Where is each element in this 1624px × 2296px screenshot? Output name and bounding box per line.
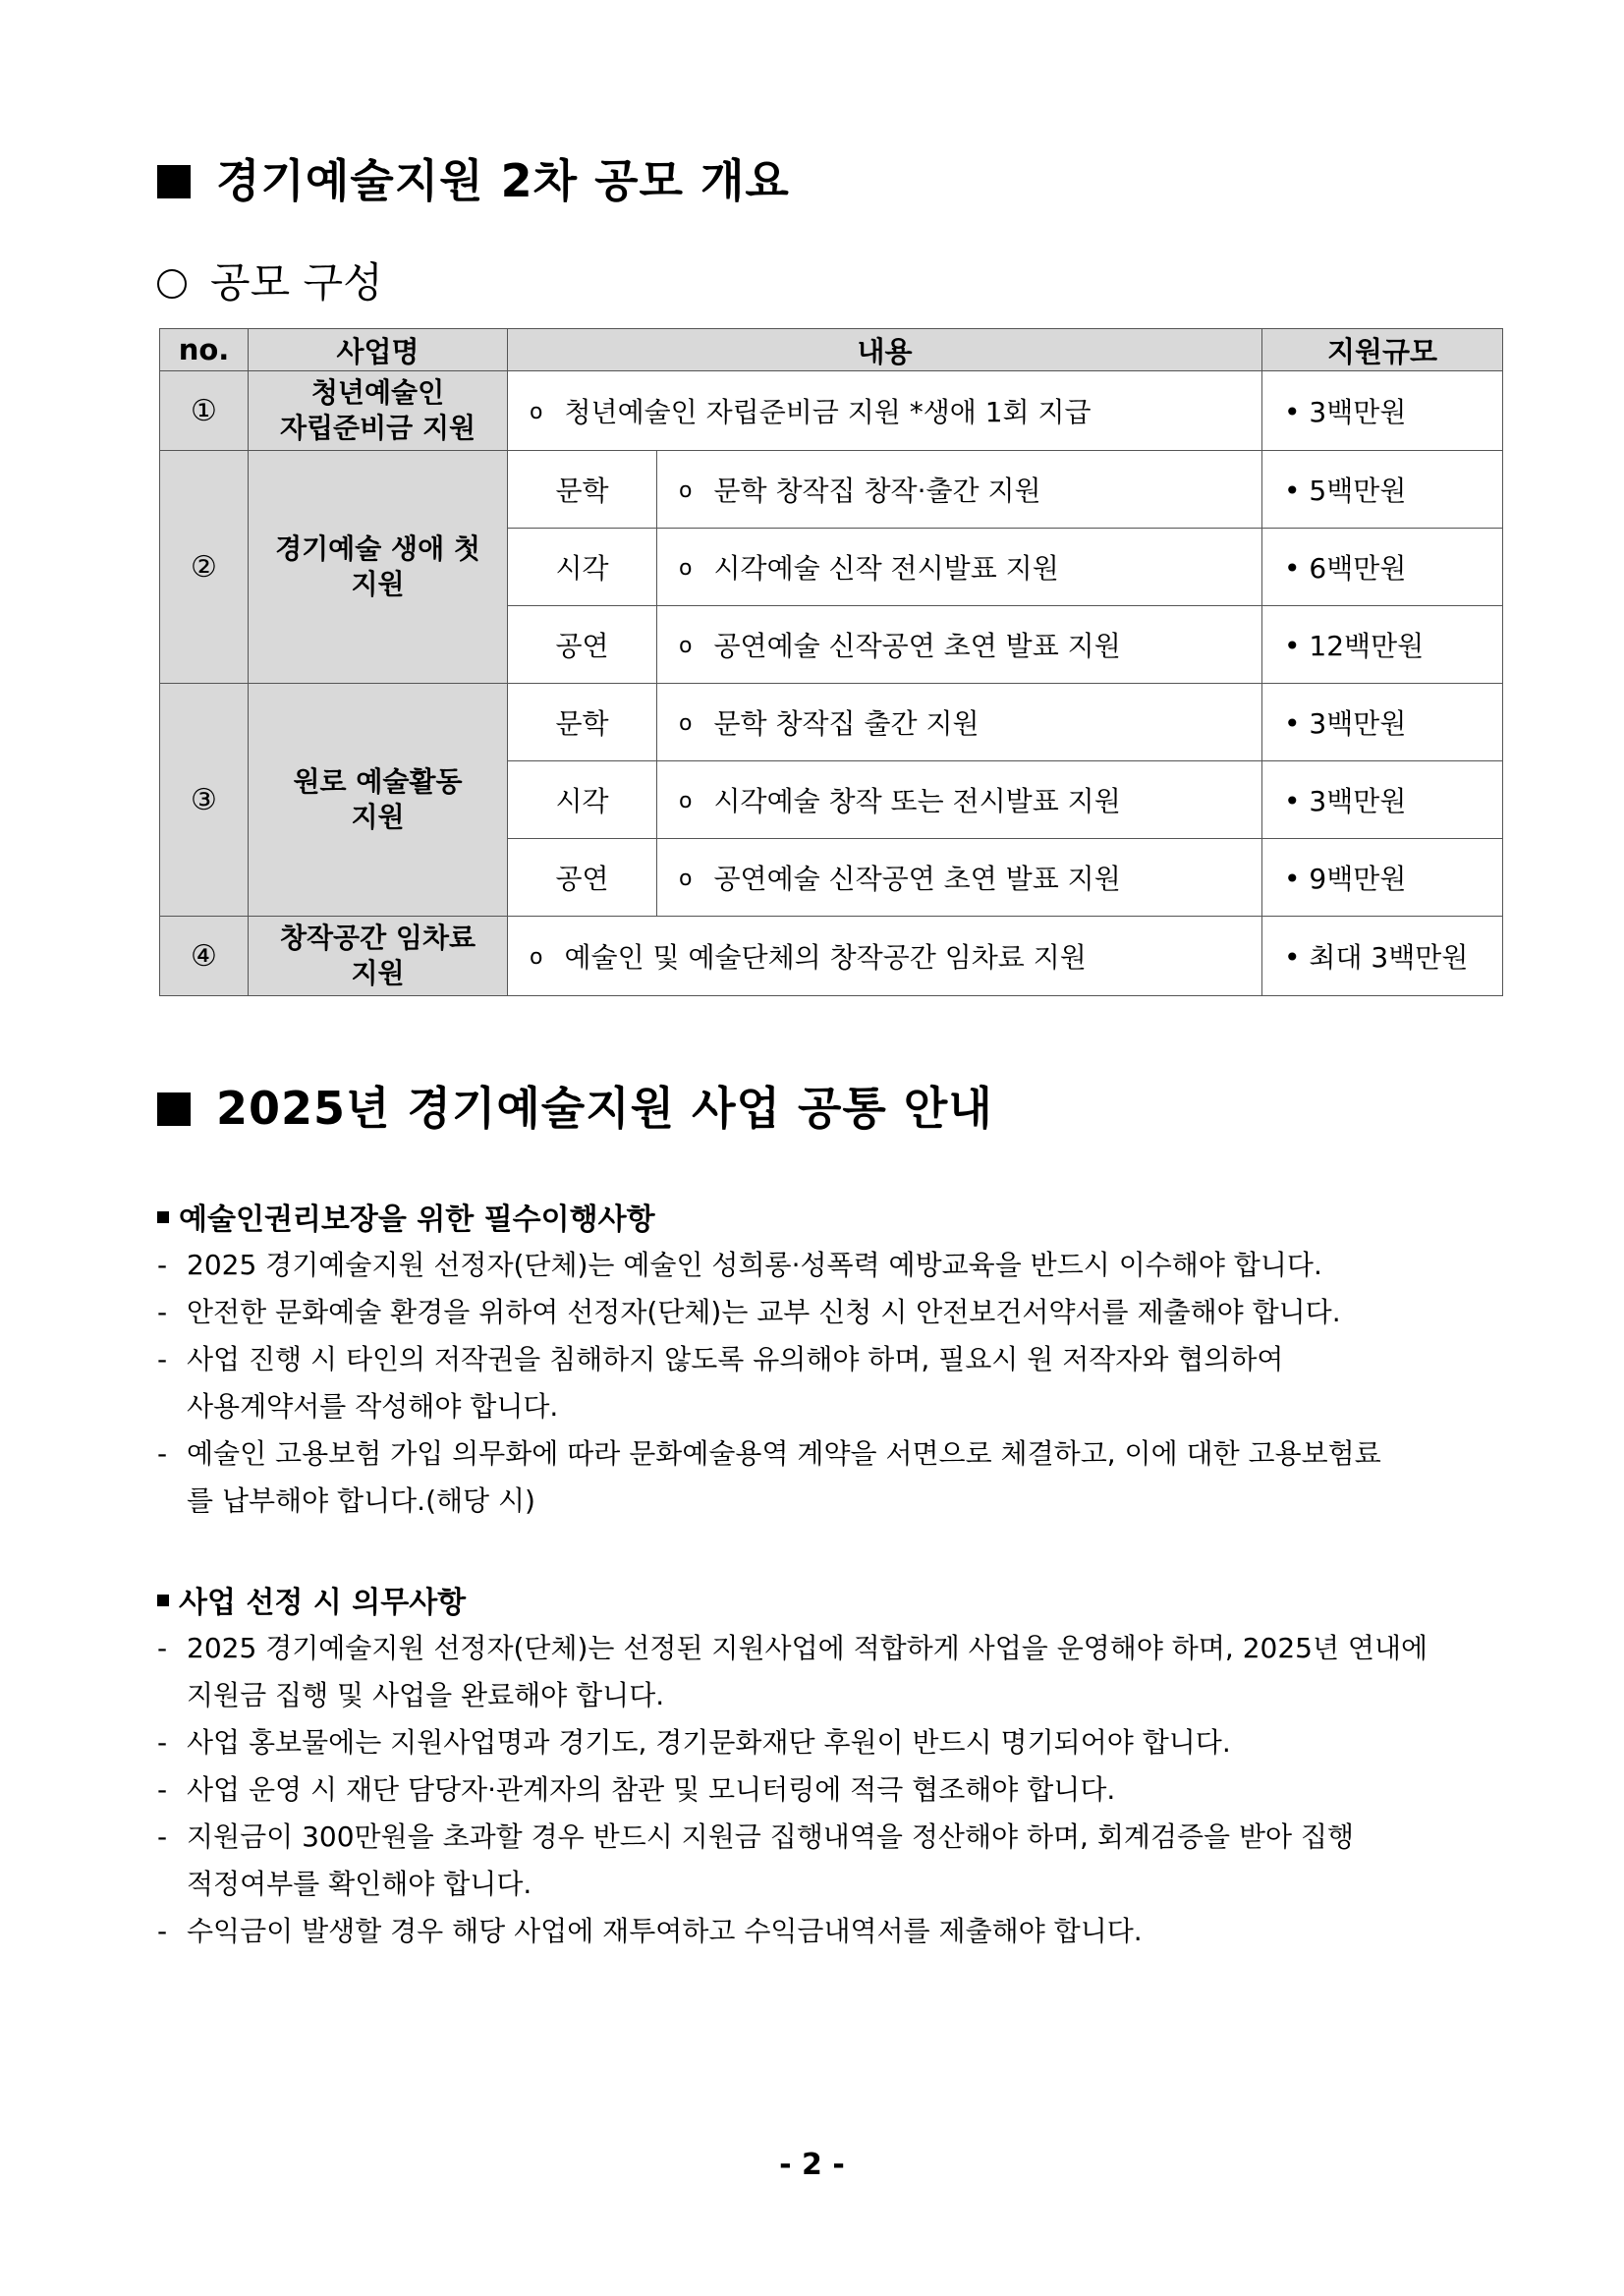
table-header-row [160, 329, 1503, 371]
category-cell: 문학 [508, 451, 657, 529]
support-amount: • 3백만원 [1262, 684, 1503, 761]
bullet-icon: o [530, 945, 543, 970]
program-description: o 청년예술인 자립준비금 지원 *생애 1회 지급 [508, 371, 1262, 451]
row-number: ③ [160, 684, 249, 917]
list-item-continuation: 사용계약서를 작성해야 합니다. [187, 1390, 559, 1423]
list-item-continuation: 적정여부를 확인해야 합니다. [187, 1868, 532, 1900]
program-description: o 공연예술 신작공연 초연 발표 지원 [657, 606, 1262, 684]
list-item: - 사업 운영 시 재단 담당자·관계자의 참관 및 모니터링에 적극 협조해야 합니다. [157, 1773, 1116, 1806]
rights-list [157, 1242, 1523, 1525]
bullet-icon: o [679, 478, 693, 503]
program-name: 청년예술인 자립준비금 지원 [249, 371, 508, 451]
section-heading-overview: 경기예술지원 2차 공모 개요 [157, 145, 790, 210]
black-square-icon [157, 165, 191, 198]
row-number: ④ [160, 917, 249, 996]
support-amount: • 최대 3백만원 [1262, 917, 1503, 996]
list-item: - 예술인 고용보험 가입 의무화에 따라 문화예술용역 계약을 서면으로 체결하고, 이에 대한 고용보험료 [157, 1437, 1381, 1470]
table-row [160, 451, 1503, 529]
obligations-list [157, 1625, 1523, 1955]
support-amount: • 5백만원 [1262, 451, 1503, 529]
list-item: - 2025 경기예술지원 선정자(단체)는 선정된 지원사업에 적합하게 사업을 운영해야 하며, 2025년 연내에 [157, 1632, 1428, 1664]
support-amount: • 6백만원 [1262, 529, 1503, 606]
header-content: 내용 [508, 329, 1262, 371]
list-item: - 사업 홍보물에는 지원사업명과 경기도, 경기문화재단 후원이 반드시 명기되어야 합니다. [157, 1726, 1231, 1759]
program-description: o 예술인 및 예술단체의 창작공간 임차료 지원 [508, 917, 1262, 996]
table-row [160, 371, 1503, 451]
header-name: 사업명 [249, 329, 508, 371]
bullet-icon: o [679, 711, 693, 736]
small-square-icon [157, 1211, 169, 1223]
page-number: - 2 - [779, 2148, 845, 2182]
support-amount: • 3백만원 [1262, 761, 1503, 839]
row-number: ① [160, 371, 249, 451]
category-cell: 문학 [508, 684, 657, 761]
list-item: - 2025 경기예술지원 선정자(단체)는 예술인 성희롱·성폭력 예방교육을 반드시 이수해야 합니다. [157, 1249, 1322, 1281]
program-name: 원로 예술활동 지원 [249, 684, 508, 917]
program-description: o 문학 창작집 출간 지원 [657, 684, 1262, 761]
bullet-icon: o [679, 556, 693, 581]
bullet-icon: o [679, 634, 693, 658]
category-cell: 시각 [508, 761, 657, 839]
program-name: 경기예술 생애 첫 지원 [249, 451, 508, 684]
bullet-icon: o [530, 400, 543, 424]
black-square-icon [157, 1092, 191, 1126]
row-number: ② [160, 451, 249, 684]
list-item: - 수익금이 발생할 경우 해당 사업에 재투여하고 수익금내역서를 제출해야 합니다. [157, 1915, 1143, 1947]
subheading-composition: 공모 구성 [157, 251, 383, 309]
bullet-icon: o [679, 789, 693, 813]
circle-icon [157, 269, 187, 299]
overview-table [159, 328, 1503, 996]
program-description: o 문학 창작집 창작·출간 지원 [657, 451, 1262, 529]
support-amount: • 9백만원 [1262, 839, 1503, 917]
program-name: 창작공간 임차료 지원 [249, 917, 508, 996]
header-scale: 지원규모 [1262, 329, 1503, 371]
bullet-icon: o [679, 867, 693, 891]
header-no: no. [160, 329, 249, 371]
list-item: - 안전한 문화예술 환경을 위하여 선정자(단체)는 교부 신청 시 안전보건서약서를 제출해야 합니다. [157, 1296, 1341, 1328]
program-description: o 시각예술 신작 전시발표 지원 [657, 529, 1262, 606]
category-cell: 시각 [508, 529, 657, 606]
list-item-continuation: 지원금 집행 및 사업을 완료해야 합니다. [187, 1679, 665, 1711]
program-description: o 공연예술 신작공연 초연 발표 지원 [657, 839, 1262, 917]
list-item: - 사업 진행 시 타인의 저작권을 침해하지 않도록 유의해야 하며, 필요시 원 저작자와 협의하여 [157, 1343, 1284, 1375]
list-item-continuation: 를 납부해야 합니다.(해당 시) [187, 1484, 535, 1517]
small-square-icon [157, 1595, 169, 1606]
section-title-rights: 예술인권리보장을 위한 필수이행사항 [157, 1195, 655, 1238]
support-amount: • 3백만원 [1262, 371, 1503, 451]
table-row [160, 917, 1503, 996]
section-heading-common-guide: 2025년 경기예술지원 사업 공통 안내 [157, 1073, 993, 1138]
support-amount: • 12백만원 [1262, 606, 1503, 684]
list-item: - 지원금이 300만원을 초과할 경우 반드시 지원금 집행내역을 정산해야 하며, 회계검증을 받아 집행 [157, 1820, 1355, 1853]
section-title-obligations: 사업 선정 시 의무사항 [157, 1578, 466, 1621]
category-cell: 공연 [508, 839, 657, 917]
program-description: o 시각예술 창작 또는 전시발표 지원 [657, 761, 1262, 839]
category-cell: 공연 [508, 606, 657, 684]
table-row [160, 684, 1503, 761]
